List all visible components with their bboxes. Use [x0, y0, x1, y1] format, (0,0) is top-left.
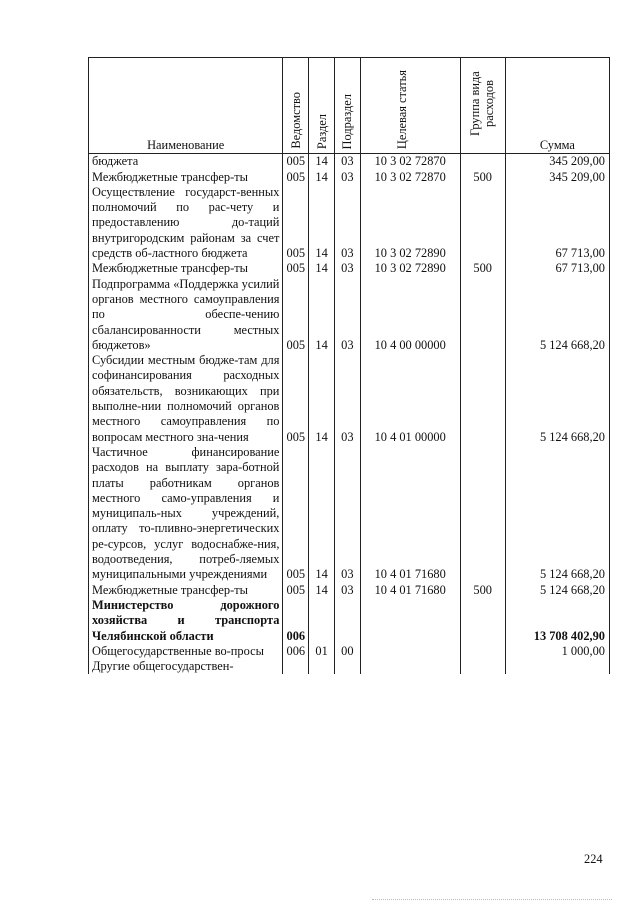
row-target: 10 3 02 72890 — [360, 185, 460, 261]
row-department: 006 — [283, 598, 309, 644]
row-expense-group — [460, 598, 505, 644]
row-sum: 345 209,00 — [505, 154, 609, 170]
row-subsection: 03 — [334, 353, 360, 445]
row-section — [309, 598, 335, 644]
row-target: 10 3 02 72870 — [360, 154, 460, 170]
row-target — [360, 644, 460, 659]
row-section — [309, 659, 335, 674]
row-expense-group — [460, 644, 505, 659]
row-name: бюджета — [89, 154, 283, 170]
row-expense-group: 500 — [460, 583, 505, 598]
row-section: 14 — [309, 154, 335, 170]
table-row — [89, 170, 610, 185]
row-name: Межбюджетные трансфер-ты — [89, 583, 283, 598]
row-department: 006 — [283, 644, 309, 659]
header-expense-group: Группа вида расходов — [460, 58, 505, 154]
header-subsection: Подраздел — [334, 58, 360, 154]
row-department: 005 — [283, 261, 309, 276]
row-department: 005 — [283, 277, 309, 353]
row-subsection: 03 — [334, 445, 360, 583]
table-row — [89, 583, 610, 598]
row-name: Подпрограмма «Поддержка усилий органов местного самоуправления по обеспе-чению сбалансированности местных бюджетов» — [89, 277, 283, 353]
row-subsection: 03 — [334, 185, 360, 261]
row-sum: 1 000,00 — [505, 644, 609, 659]
row-name: Межбюджетные трансфер-ты — [89, 261, 283, 276]
row-section: 14 — [309, 583, 335, 598]
header-name: Наименование — [89, 58, 283, 154]
row-subsection: 03 — [334, 277, 360, 353]
row-name: Министерство дорожного хозяйства и транспорта Челябинской области — [89, 598, 283, 644]
row-subsection — [334, 659, 360, 674]
row-sum: 345 209,00 — [505, 170, 609, 185]
row-target: 10 4 01 71680 — [360, 445, 460, 583]
row-subsection — [334, 598, 360, 644]
row-expense-group: 500 — [460, 170, 505, 185]
row-expense-group: 500 — [460, 261, 505, 276]
row-department: 005 — [283, 445, 309, 583]
table-row — [89, 277, 610, 353]
row-name: Частичное финансирование расходов на выплату зара-ботной платы работникам органов местного само-управления и муниципаль-ных учреждений, оплату то-пливно-энергетических ре-сурсов, услуг водоснабже-ния, водоотведения, потреб-ляемых муниципальными учреждениями — [89, 445, 283, 583]
row-target: 10 4 01 71680 — [360, 583, 460, 598]
row-section: 01 — [309, 644, 335, 659]
table-row — [89, 598, 610, 644]
row-name: Осуществление государст-венных полномочий по рас-чету и предоставлению до-таций внутригородским районам за счет средств об-ластного бюджета — [89, 185, 283, 261]
row-subsection: 00 — [334, 644, 360, 659]
table-row — [89, 644, 610, 659]
row-sum — [505, 659, 609, 674]
row-target: 10 3 02 72870 — [360, 170, 460, 185]
row-subsection: 03 — [334, 261, 360, 276]
table-row — [89, 445, 610, 583]
row-expense-group — [460, 353, 505, 445]
row-section: 14 — [309, 445, 335, 583]
row-target: 10 3 02 72890 — [360, 261, 460, 276]
row-section: 14 — [309, 185, 335, 261]
table-row — [89, 185, 610, 261]
row-department: 005 — [283, 170, 309, 185]
row-department: 005 — [283, 185, 309, 261]
row-expense-group — [460, 154, 505, 170]
row-name: Межбюджетные трансфер-ты — [89, 170, 283, 185]
row-sum: 67 713,00 — [505, 261, 609, 276]
row-sum: 13 708 402,90 — [505, 598, 609, 644]
row-sum: 5 124 668,20 — [505, 445, 609, 583]
row-subsection: 03 — [334, 583, 360, 598]
row-section: 14 — [309, 353, 335, 445]
row-section: 14 — [309, 277, 335, 353]
row-expense-group — [460, 185, 505, 261]
row-department — [283, 659, 309, 674]
row-name: Общегосударственные во-просы — [89, 644, 283, 659]
row-sum: 67 713,00 — [505, 185, 609, 261]
table-row — [89, 261, 610, 276]
page-number: 224 — [584, 852, 603, 866]
table-row — [89, 154, 610, 170]
row-department: 005 — [283, 353, 309, 445]
row-name: Субсидии местным бюдже-там для софинансирования расходных обязательств, возникающих при выполне-нии полномочий органов местного самоуправления по вопросам местного зна-чения — [89, 353, 283, 445]
row-department: 005 — [283, 583, 309, 598]
table-row — [89, 353, 610, 445]
header-department: Ведомство — [283, 58, 309, 154]
row-name: Другие общегосударствен- — [89, 659, 283, 674]
row-target: 10 4 00 00000 — [360, 277, 460, 353]
row-expense-group — [460, 445, 505, 583]
row-sum: 5 124 668,20 — [505, 277, 609, 353]
row-target — [360, 598, 460, 644]
header-sum: Сумма — [505, 58, 609, 154]
header-target: Целевая статья — [360, 58, 460, 154]
row-section: 14 — [309, 170, 335, 185]
row-sum: 5 124 668,20 — [505, 353, 609, 445]
table-row — [89, 659, 610, 674]
row-expense-group — [460, 277, 505, 353]
row-department: 005 — [283, 154, 309, 170]
scan-edge — [372, 899, 612, 901]
row-subsection: 03 — [334, 154, 360, 170]
table-header — [89, 58, 610, 154]
row-section: 14 — [309, 261, 335, 276]
row-target: 10 4 01 00000 — [360, 353, 460, 445]
row-subsection: 03 — [334, 170, 360, 185]
row-sum: 5 124 668,20 — [505, 583, 609, 598]
budget-table — [88, 57, 610, 674]
row-target — [360, 659, 460, 674]
row-expense-group — [460, 659, 505, 674]
header-section: Раздел — [309, 58, 335, 154]
